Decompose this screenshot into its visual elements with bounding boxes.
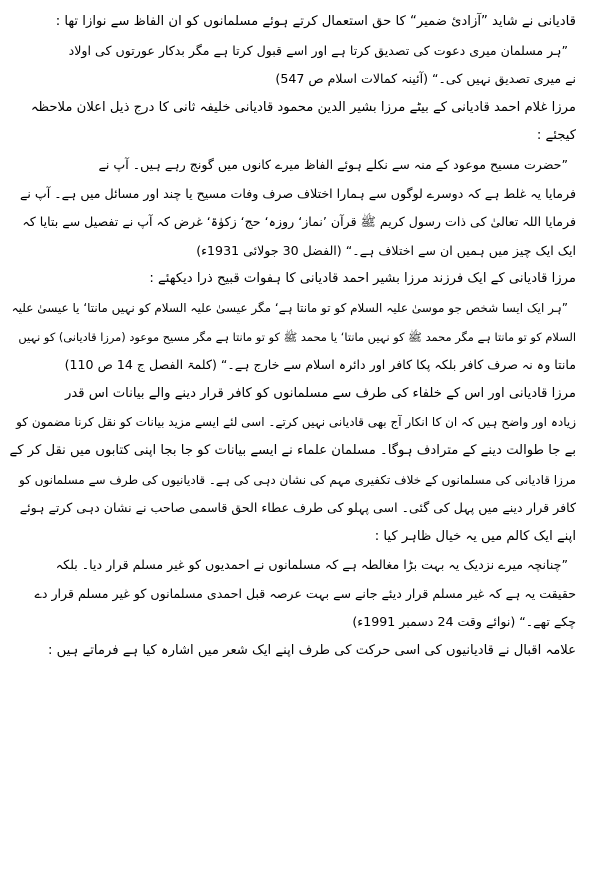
body-paragraph	[10, 637, 576, 666]
body-paragraph	[10, 380, 576, 552]
text-line: ایک ایک چیز میں ہمیں ان سے اختلاف ہے۔“ (الفضل 30 جولائی 1931ء)	[196, 242, 576, 258]
text-line: بے جا طوالت دینے کے مترادف ہوگا۔ مسلمان علماء نے ایسے بیانات کو جا بجا اپنی کتابوں میں نقل کر کے	[10, 442, 576, 458]
text-line: ”ہر مسلمان میری دعوت کی تصدیق کرتا ہے اور اسے قبول کرتا ہے مگر بدکار عورتوں کی اولاد	[68, 42, 568, 58]
text-line: السلام کو تو مانتا ہے مگر محمد ﷺ کو نہیں مانتا‘ یا محمد ﷺ کو تو مانتا ہے مگر مسیح موعود (مرزا قادیانی) کو نہیں	[18, 329, 576, 344]
text-line: ”حضرت مسیح موعود کے منہ سے نکلے ہوئے الفاظ میرے کانوں میں گونج رہے ہیں۔ آپ نے	[98, 156, 568, 172]
text-line: قادیانی نے شاید ”آزادیٔ ضمیر“ کا حق استعمال کرتے ہوئے مسلمانوں کو ان الفاظ سے نوازا تھا :	[55, 14, 576, 29]
quotation-paragraph	[10, 151, 576, 265]
quotation-paragraph	[10, 551, 576, 637]
text-line: کیجئے :	[536, 128, 576, 144]
document-body	[10, 8, 576, 666]
text-line: فرمایا اللہ تعالیٰ کی ذات رسول کریم ﷺ قرآن ’نماز‘ روزہ‘ حج‘ زکوٰۃ‘ غرض کہ آپ نے تفصیل سے بتایا کہ	[22, 214, 576, 230]
text-line: ”چنانچہ میرے نزدیک یہ بہت بڑا مغالطہ ہے کہ مسلمانوں نے احمدیوں کو غیر مسلم قرار دیا۔ بلکہ	[55, 557, 568, 573]
text-line: مرزا قادیانی اور اس کے خلفاء کی طرف سے مسلمانوں کو کافر قرار دینے والے بیانات اس قدر	[65, 385, 576, 401]
text-line: چکے تھے۔“ (نوائے وقت 24 دسمبر 1991ء)	[352, 614, 576, 630]
text-line: حقیقت یہ ہے کہ غیر مسلم قرار دیئے جانے سے بہت عرصہ قبل احمدی مسلمانوں کو غیر مسلم قرار دے	[34, 585, 576, 601]
text-line: مرزا قادیانی کی مسلمانوں کے خلاف تکفیری مہم کی نشان دہی کی ہے۔ قادیانیوں کی طرف سے مسلمانوں کو	[18, 472, 576, 487]
text-line: اپنے ایک کالم میں یہ خیال ظاہر کیا :	[374, 528, 576, 544]
text-line: کافر قرار دینے میں پہل کی گئی۔ اسی پہلو کی طرف عطاء الحق قاسمی صاحب نے نشان دہی کرتے ہوئے	[19, 500, 576, 516]
text-line: مانتا وہ نہ صرف کافر بلکہ پکا کافر اور دائرہ اسلام سے خارج ہے۔“ (کلمۃ الفصل ج 14 ص 110)	[64, 357, 576, 373]
text-line: ”ہر ایک ایسا شخص جو موسیٰ علیہ السلام کو تو مانتا ہے‘ مگر عیسیٰ علیہ السلام کو نہیں مانتا‘ یا عیسیٰ علیہ	[11, 300, 568, 315]
text-line: فرمایا یہ غلط ہے کہ دوسرے لوگوں سے ہمارا اختلاف صرف وفات مسیح یا چند اور مسائل میں ہے۔ آپ نے	[20, 185, 576, 201]
body-paragraph	[10, 265, 576, 294]
body-paragraph	[10, 8, 576, 37]
text-line: مرزا غلام احمد قادیانی کے بیٹے مرزا بشیر الدین محمود قادیانی خلیفہ ثانی کا درج ذیل اعلان ملاحظہ	[30, 99, 576, 115]
text-line: زیادہ اور واضح ہیں کہ ان کا انکار آج بھی قادیانی نہیں کرتے۔ اسی لئے ایسے مزید بیانات کو نقل کرنا مضمون کو	[16, 415, 576, 430]
text-line: مرزا قادیانی کے ایک فرزند مرزا بشیر احمد قادیانی کا ہفوات قبیح ذرا دیکھئے :	[149, 271, 576, 287]
body-paragraph	[10, 94, 576, 151]
text-line: نے میری تصدیق نہیں کی۔“ (آئینہ کمالات اسلام ص 547)	[275, 71, 576, 87]
quotation-paragraph	[10, 294, 576, 380]
text-line: علامہ اقبال نے قادیانیوں کی اسی حرکت کی طرف اپنے ایک شعر میں اشارہ کیا ہے فرماتے ہیں :	[47, 643, 576, 659]
quotation-paragraph	[10, 37, 576, 94]
